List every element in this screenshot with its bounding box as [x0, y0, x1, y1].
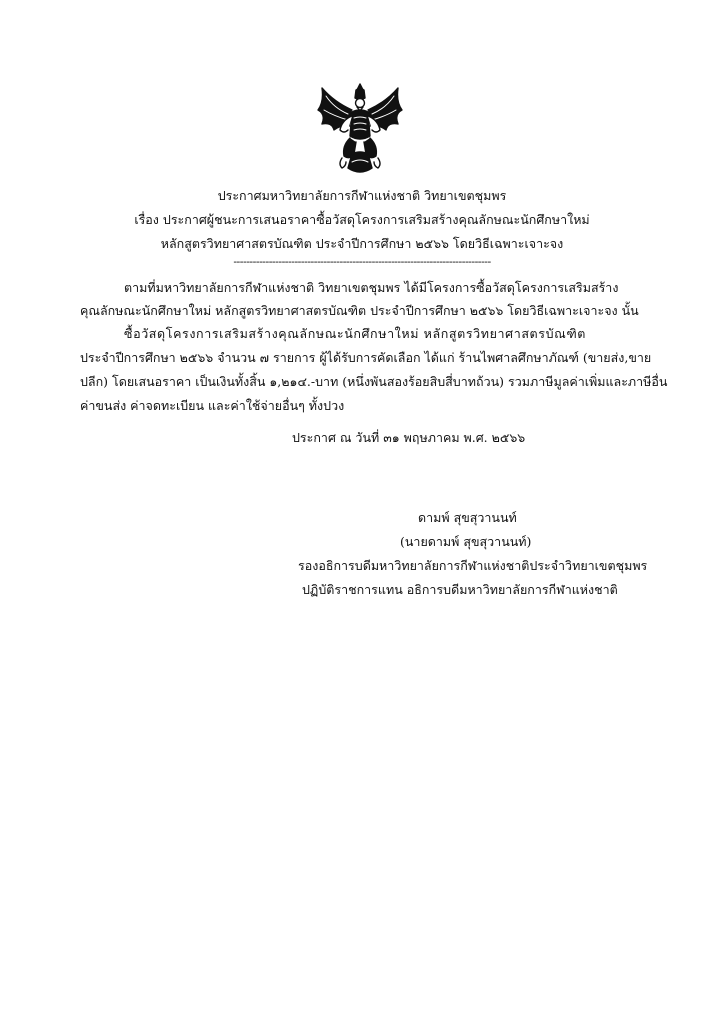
signer-name: ดามพ์ สุขสุวานนท์: [418, 510, 517, 525]
paragraph-1-line-2: คุณลักษณะนักศึกษาใหม่ หลักสูตรวิทยาศาสตรบัณฑิต ประจำปีการศึกษา ๒๕๖๖ โดยวิธีเฉพาะเจาะจง นั้น: [80, 303, 639, 318]
divider-rule: --------------------------------------------------------------------------------: [233, 255, 491, 268]
document-title: ประกาศมหาวิทยาลัยการกีฬาแห่งชาติ วิทยาเขตชุมพร: [217, 188, 507, 203]
paragraph-2-line-1: ซื้อวัสดุโครงการเสริมสร้างคุณลักษณะนักศึกษาใหม่ หลักสูตรวิทยาศาสตรบัณฑิต: [124, 326, 587, 341]
paragraph-1-line-1: ตามที่มหาวิทยาลัยการกีฬาแห่งชาติ วิทยาเขตชุมพร ได้มีโครงการซื้อวัสดุโครงการเสริมสร้าง: [124, 280, 619, 295]
garuda-emblem-icon: [312, 80, 408, 180]
document-subject: เรื่อง ประกาศผู้ชนะการเสนอราคาซื้อวัสดุโครงการเสริมสร้างคุณลักษณะนักศึกษาใหม่: [134, 212, 590, 227]
paragraph-2-line-4: ค่าขนส่ง ค่าจดทะเบียน และค่าใช้จ่ายอื่นๆ ทั้งปวง: [80, 398, 345, 413]
signer-position: รองอธิการบดีมหาวิทยาลัยการกีฬาแห่งชาติประจำวิทยาเขตชุมพร: [298, 558, 648, 573]
document-subject-continued: หลักสูตรวิทยาศาสตรบัณฑิต ประจำปีการศึกษา ๒๕๖๖ โดยวิธีเฉพาะเจาะจง: [160, 236, 564, 251]
announcement-date: ประกาศ ณ วันที่ ๓๑ พฤษภาคม พ.ศ. ๒๕๖๖: [292, 430, 526, 445]
signer-full-name: (นายดามพ์ สุขสุวานนท์): [400, 534, 532, 549]
paragraph-2-line-2: ประจำปีการศึกษา ๒๕๖๖ จำนวน ๗ รายการ ผู้ได้รับการคัดเลือก ได้แก่ ร้านไพศาลศึกษาภัณฑ์ (ขายส่ง,ขาย: [80, 350, 652, 365]
paragraph-2-line-3: ปลีก) โดยเสนอราคา เป็นเงินทั้งสิ้น ๑,๒๑๔.-บาท (หนึ่งพันสองร้อยสิบสี่บาทถ้วน) รวมภาษีมูลค่าเพิ่มและภาษีอื่น: [80, 374, 668, 389]
signer-acting-for: ปฏิบัติราชการแทน อธิการบดีมหาวิทยาลัยการกีฬาแห่งชาติ: [302, 582, 618, 597]
